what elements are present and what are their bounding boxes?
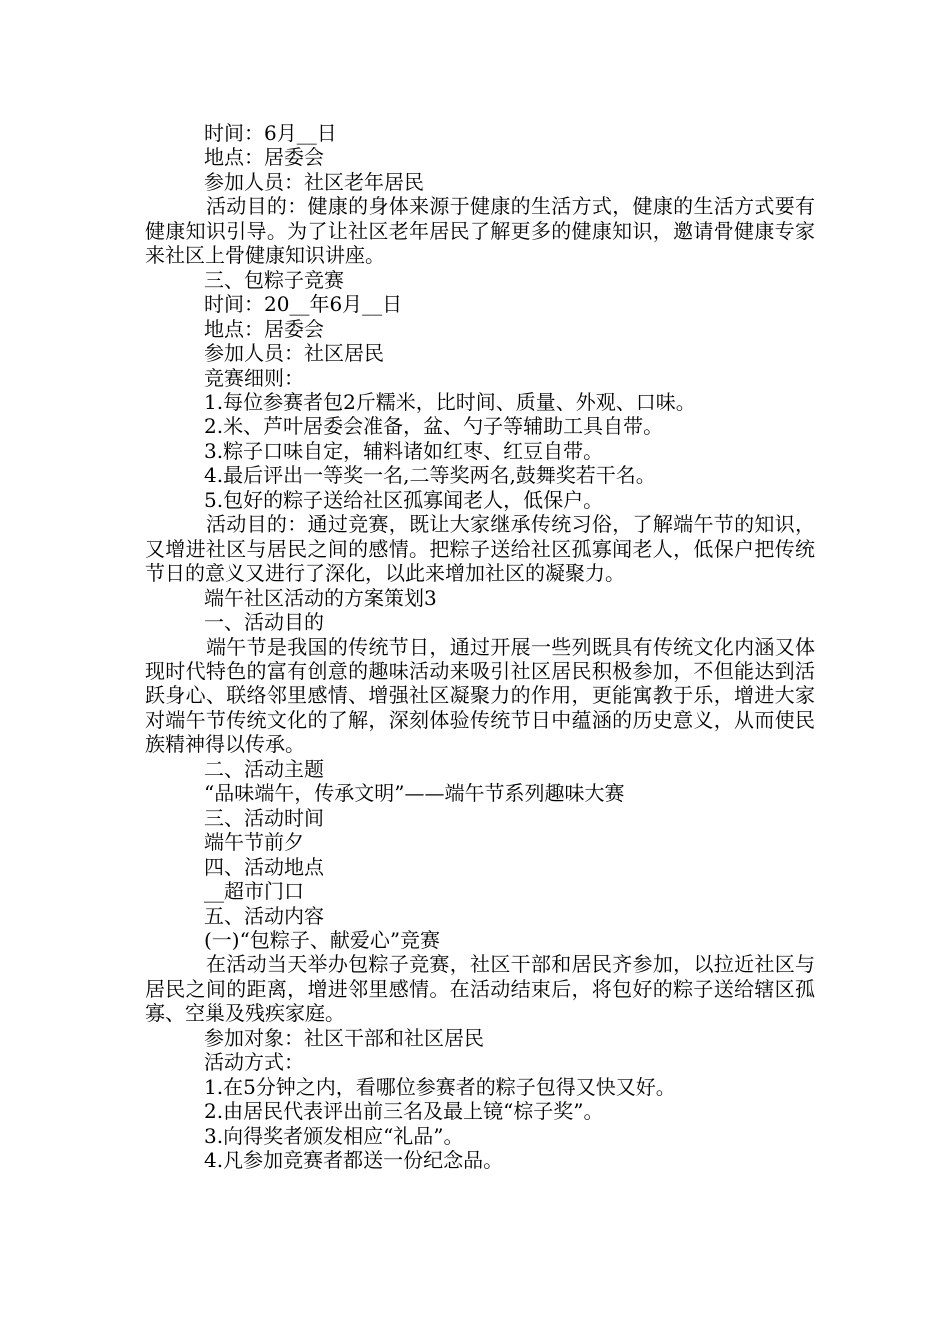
subheading-zongzi-love: (一)“包粽子、献爱心”竞赛 bbox=[204, 927, 441, 952]
line-contest-rules-label: 竞赛细则： bbox=[204, 365, 304, 390]
line-participants: 参加人员：社区老年居民 bbox=[204, 169, 424, 194]
list-item-method-1: 1.在5分钟之内，看哪位参赛者的粽子包得又快又好。 bbox=[204, 1074, 676, 1099]
section-title-plan-3: 端午社区活动的方案策划3 bbox=[204, 585, 437, 610]
list-item-rule-3: 3.粽子口味自定，辅料诸如红枣、红豆自带。 bbox=[204, 438, 604, 463]
line-location: 地点：居委会 bbox=[204, 145, 324, 170]
paragraph-activity-purpose: 端午节是我国的传统节日，通过开展一些列既具有传统文化内涵又体现时代特色的富有创意的趣味活动来吸引社区居民积极参加，不但能达到活跃身心、联络邻里感情、增强社区凝聚力的作用，更能寓教于乐，增进大家对端午节传统文化的了解，深刻体验传统节日中蕴涵的历史意义，从而使民族精神得以传承。 bbox=[145, 634, 815, 757]
paragraph-purpose-contest: 活动目的：通过竞赛，既让大家继承传统习俗，了解端午节的知识，又增进社区与居民之间的感情。把粽子送给社区孤寡闻老人，低保户把传统节日的意义又进行了深化，以此来增加社区的凝聚力。 bbox=[145, 512, 815, 586]
list-item-rule-1: 1.每位参赛者包2斤糯米，比时间、质量、外观、口味。 bbox=[204, 389, 696, 414]
heading-activity-location: 四、活动地点 bbox=[204, 854, 324, 879]
list-item-method-2: 2.由居民代表评出前三名及最上镜“棕子奖”。 bbox=[204, 1099, 604, 1124]
heading-activity-time: 三、活动时间 bbox=[204, 805, 324, 830]
list-item-method-3: 3.向得奖者颁发相应“礼品”。 bbox=[204, 1123, 464, 1148]
paragraph-purpose-health: 活动目的：健康的身体来源于健康的生活方式，健康的生活方式要有健康知识引导。为了让社区老年居民了解更多的健康知识，邀请骨健康专家来社区上骨健康知识讲座。 bbox=[145, 194, 815, 268]
list-item-method-4: 4.凡参加竞赛者都送一份纪念品。 bbox=[204, 1148, 504, 1173]
line-contest-location: 地点：居委会 bbox=[204, 316, 324, 341]
heading-activity-theme: 二、活动主题 bbox=[204, 756, 324, 781]
list-item-rule-5: 5.包好的粽子送给社区孤寡闻老人，低保户。 bbox=[204, 487, 604, 512]
line-activity-theme: “品味端午，传承文明”——端午节系列趣味大赛 bbox=[204, 781, 625, 806]
line-activity-location: __超市门口 bbox=[204, 879, 304, 904]
line-target-participants: 参加对象：社区干部和社区居民 bbox=[204, 1025, 484, 1050]
document-body bbox=[145, 121, 815, 1172]
line-contest-time: 时间：20__年6月__日 bbox=[204, 292, 403, 317]
line-contest-participants: 参加人员：社区居民 bbox=[204, 341, 384, 366]
heading-activity-purpose: 一、活动目的 bbox=[204, 610, 324, 635]
list-item-rule-4: 4.最后评出一等奖一名,二等奖两名,鼓舞奖若干名。 bbox=[204, 463, 656, 488]
heading-activity-content: 五、活动内容 bbox=[204, 903, 324, 928]
line-time: 时间：6月__日 bbox=[204, 121, 337, 145]
heading-zongzi-contest: 三、包粽子竞赛 bbox=[204, 267, 344, 292]
list-item-rule-2: 2.米、芦叶居委会准备，盆、勺子等辅助工具自带。 bbox=[204, 414, 664, 439]
line-activity-time: 端午节前夕 bbox=[204, 830, 304, 855]
line-activity-method-label: 活动方式： bbox=[204, 1050, 304, 1075]
paragraph-activity-content: 在活动当天举办包粽子竞赛，社区干部和居民齐参加，以拉近社区与居民之间的距离，增进邻里感情。在活动结束后，将包好的粽子送给辖区孤寡、空巢及残疾家庭。 bbox=[145, 952, 815, 1026]
